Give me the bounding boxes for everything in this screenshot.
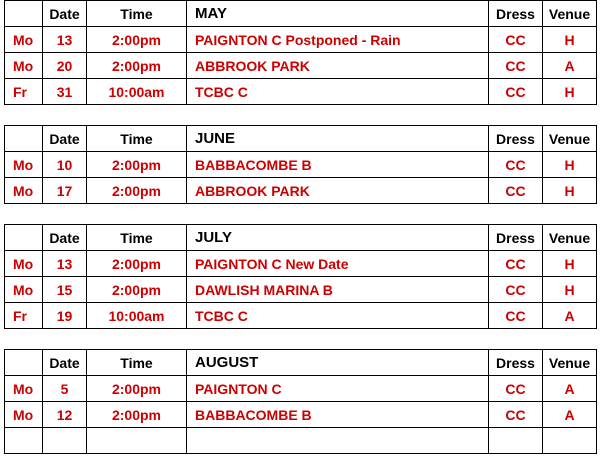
row-date: 31	[43, 79, 87, 105]
fixture-table-july	[4, 224, 597, 329]
fixture-table-june	[4, 125, 597, 204]
row-dress	[489, 428, 543, 454]
row-event: TCBC C	[187, 303, 489, 329]
table-row	[5, 251, 597, 277]
header-dress: Dress	[489, 350, 543, 376]
row-venue: H	[543, 277, 597, 303]
row-time: 2:00pm	[87, 152, 187, 178]
row-dress: CC	[489, 53, 543, 79]
row-day	[5, 428, 43, 454]
header-date: Date	[43, 225, 87, 251]
month-title: JULY	[187, 225, 489, 251]
row-dress: CC	[489, 376, 543, 402]
table-row	[5, 152, 597, 178]
table-header-row	[5, 126, 597, 152]
row-day: Fr	[5, 79, 43, 105]
header-time: Time	[87, 126, 187, 152]
header-blank	[5, 225, 43, 251]
table-row	[5, 277, 597, 303]
header-blank	[5, 1, 43, 27]
row-venue: H	[543, 79, 597, 105]
block-spacer	[0, 204, 600, 224]
table-row	[5, 178, 597, 204]
header-venue: Venue	[543, 225, 597, 251]
row-date: 19	[43, 303, 87, 329]
header-date: Date	[43, 1, 87, 27]
row-event: PAIGNTON C Postponed - Rain	[187, 27, 489, 53]
row-event	[187, 428, 489, 454]
row-time	[87, 428, 187, 454]
row-dress: CC	[489, 27, 543, 53]
month-title: MAY	[187, 1, 489, 27]
row-time: 2:00pm	[87, 53, 187, 79]
row-day: Mo	[5, 27, 43, 53]
row-venue: H	[543, 152, 597, 178]
table-row	[5, 303, 597, 329]
block-spacer	[0, 105, 600, 125]
row-date: 10	[43, 152, 87, 178]
row-venue: H	[543, 251, 597, 277]
row-day: Mo	[5, 402, 43, 428]
table-row	[5, 53, 597, 79]
row-venue: A	[543, 53, 597, 79]
table-header-row	[5, 350, 597, 376]
table-header-row	[5, 1, 597, 27]
row-time: 10:00am	[87, 303, 187, 329]
row-event: ABBROOK PARK	[187, 178, 489, 204]
header-blank	[5, 126, 43, 152]
row-venue: A	[543, 376, 597, 402]
header-blank	[5, 350, 43, 376]
row-event: TCBC C	[187, 79, 489, 105]
month-title: AUGUST	[187, 350, 489, 376]
row-event: BABBACOMBE B	[187, 402, 489, 428]
table-header-row	[5, 225, 597, 251]
row-day: Mo	[5, 376, 43, 402]
block-spacer	[0, 329, 600, 349]
table-row	[5, 27, 597, 53]
header-date: Date	[43, 126, 87, 152]
table-row	[5, 79, 597, 105]
row-date: 13	[43, 27, 87, 53]
row-day: Mo	[5, 277, 43, 303]
table-row	[5, 376, 597, 402]
fixture-table-august	[4, 349, 597, 454]
row-day: Mo	[5, 53, 43, 79]
row-venue	[543, 428, 597, 454]
table-row	[5, 428, 597, 454]
row-day: Fr	[5, 303, 43, 329]
row-date: 20	[43, 53, 87, 79]
row-time: 2:00pm	[87, 251, 187, 277]
header-venue: Venue	[543, 126, 597, 152]
row-time: 2:00pm	[87, 376, 187, 402]
header-dress: Dress	[489, 126, 543, 152]
row-date: 15	[43, 277, 87, 303]
row-venue: H	[543, 178, 597, 204]
row-date: 17	[43, 178, 87, 204]
row-venue: A	[543, 303, 597, 329]
header-time: Time	[87, 350, 187, 376]
header-date: Date	[43, 350, 87, 376]
row-time: 2:00pm	[87, 402, 187, 428]
row-date: 13	[43, 251, 87, 277]
header-time: Time	[87, 1, 187, 27]
fixture-table-may	[4, 0, 597, 105]
table-row	[5, 402, 597, 428]
row-event: ABBROOK PARK	[187, 53, 489, 79]
row-event: PAIGNTON C	[187, 376, 489, 402]
row-date: 12	[43, 402, 87, 428]
row-dress: CC	[489, 178, 543, 204]
row-dress: CC	[489, 402, 543, 428]
row-day: Mo	[5, 251, 43, 277]
header-time: Time	[87, 225, 187, 251]
header-dress: Dress	[489, 225, 543, 251]
row-day: Mo	[5, 178, 43, 204]
row-time: 2:00pm	[87, 277, 187, 303]
row-venue: A	[543, 402, 597, 428]
row-dress: CC	[489, 152, 543, 178]
row-dress: CC	[489, 251, 543, 277]
row-event: DAWLISH MARINA B	[187, 277, 489, 303]
row-day: Mo	[5, 152, 43, 178]
row-date: 5	[43, 376, 87, 402]
row-time: 2:00pm	[87, 27, 187, 53]
header-venue: Venue	[543, 350, 597, 376]
row-event: BABBACOMBE B	[187, 152, 489, 178]
row-dress: CC	[489, 303, 543, 329]
month-title: JUNE	[187, 126, 489, 152]
row-time: 2:00pm	[87, 178, 187, 204]
header-venue: Venue	[543, 1, 597, 27]
row-dress: CC	[489, 277, 543, 303]
row-date	[43, 428, 87, 454]
row-venue: H	[543, 27, 597, 53]
header-dress: Dress	[489, 1, 543, 27]
row-dress: CC	[489, 79, 543, 105]
row-event: PAIGNTON C New Date	[187, 251, 489, 277]
row-time: 10:00am	[87, 79, 187, 105]
